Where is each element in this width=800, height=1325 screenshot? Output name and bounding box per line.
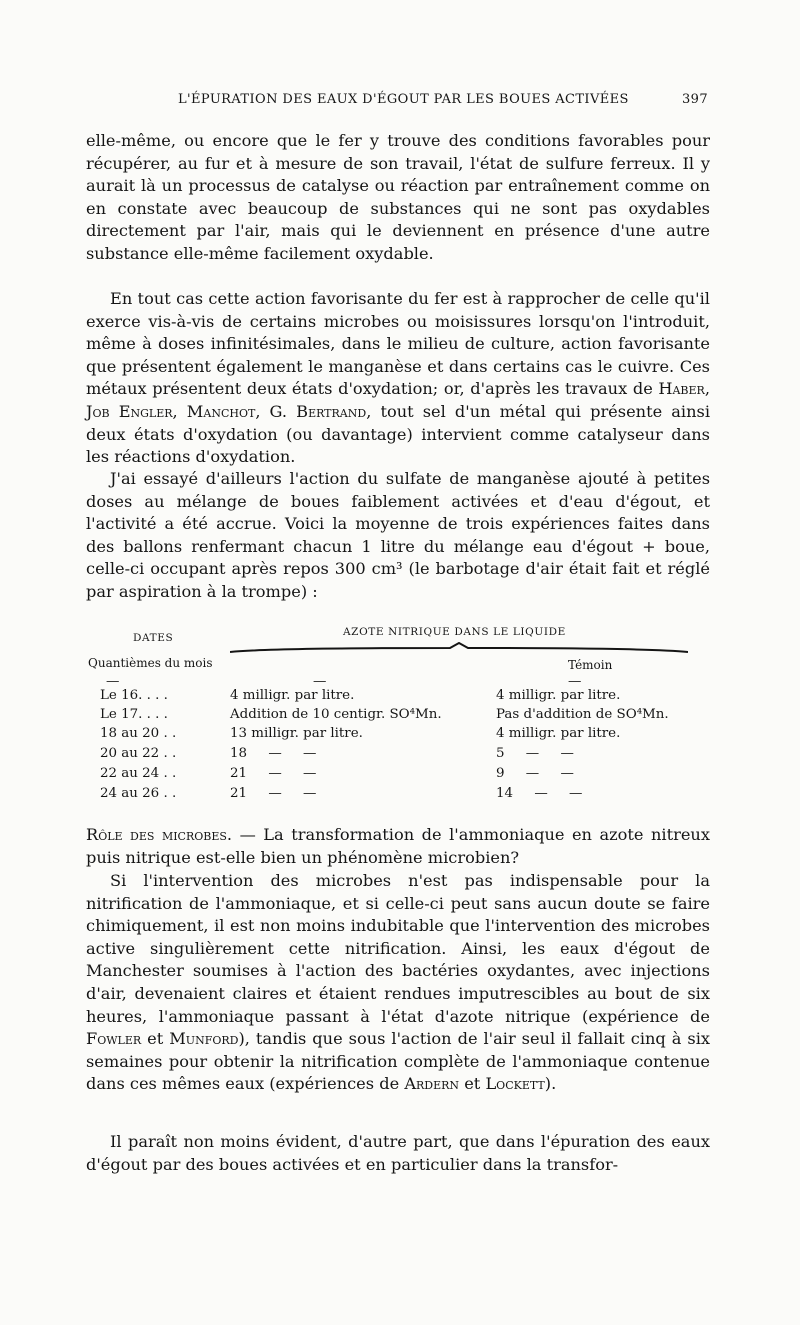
header-dash: —: [568, 674, 582, 689]
separator: et: [459, 1074, 486, 1094]
header-brace: [230, 642, 688, 654]
paragraph-2-text-b: , tout sel d'un métal qui présente ainsi deux états d'oxydation (ou davantage) intervient comme catalyseur dans les réactions d'oxydation.: [86, 401, 710, 467]
row-date: Le 16. . . .: [100, 688, 168, 703]
author-bertrand: Bertrand: [296, 401, 367, 421]
table-row: [88, 766, 708, 784]
paragraph-1: elle-même, ou encore que le fer y trouve des conditions favorables pour récupérer, au fur et à mesure de son travail, l'état de sulfure ferreux. Il y aurait là un processus de catalyse ou réaction par entraînement comme on en constate avec beaucoup de substances qui ne sont pas oxydables directement par l'air, mais qui le deviennent en présence d'une autre substance elle-même facilement oxydable.: [86, 131, 710, 263]
nitrate-table: [88, 620, 708, 820]
page-number: 397: [681, 92, 708, 107]
azote-header: AZOTE NITRIQUE DANS LE LIQUIDE: [343, 626, 566, 638]
separator: ,: [172, 401, 187, 421]
separator: , G.: [255, 401, 297, 421]
row-temoin: 5 — —: [496, 746, 574, 761]
section-heading: Rôle des microbes.: [86, 825, 233, 844]
paragraph-2-text-a: En tout cas cette action favorisante du fer est à rapprocher de celle qu'il exerce vis-à-vis de certains microbes ou moisissures lorsqu'on l'introduit, même à doses infinitésimales, dans le milieu de culture, action favorisante que présentent également le manganèse et dans certains cas le cuivre. Ces métaux présentent deux états d'oxydation; or, d'après les travaux de: [86, 289, 710, 399]
row-temoin: 4 milligr. par litre.: [496, 726, 621, 741]
header-dash: —: [313, 674, 327, 689]
table-row: [88, 707, 708, 725]
author-haber: Haber: [658, 379, 705, 399]
author-ardern: Ardern: [404, 1074, 460, 1094]
paragraph-5: [86, 870, 710, 1096]
row-date: 24 au 26 . .: [100, 786, 177, 801]
row-experiment: 13 milligr. par litre.: [230, 726, 363, 741]
running-header: [86, 92, 708, 112]
separator: et: [141, 1029, 170, 1049]
table-row: [88, 688, 708, 706]
running-title: L'ÉPURATION DES EAUX D'ÉGOUT PAR LES BOUES ACTIVÉES: [178, 92, 629, 107]
table-row: [88, 746, 708, 764]
quantiemes-header: Quantièmes du mois: [88, 656, 213, 670]
table-row: [88, 786, 708, 804]
row-experiment: 4 milligr. par litre.: [230, 688, 355, 703]
dates-header: DATES: [133, 632, 174, 644]
row-experiment: 21 — —: [230, 766, 317, 781]
paragraph-4: [86, 824, 710, 869]
row-date: 20 au 22 . .: [100, 746, 177, 761]
row-date: Le 17. . . .: [100, 707, 168, 722]
header-dash: —: [106, 674, 120, 689]
author-manchot: Manchot: [186, 401, 256, 421]
table-row: [88, 726, 708, 744]
row-temoin: 4 milligr. par litre.: [496, 688, 621, 703]
row-experiment: 21 — —: [230, 786, 317, 801]
row-temoin: 9 — —: [496, 766, 574, 781]
row-date: 18 au 20 . .: [100, 726, 177, 741]
paragraph-2: [86, 288, 710, 469]
row-temoin: 14 — —: [496, 786, 583, 801]
row-experiment: Addition de 10 centigr. SO⁴Mn.: [230, 707, 442, 722]
paragraph-3: J'ai essayé d'ailleurs l'action du sulfate de manganèse ajouté à petites doses au mélange de boues faiblement activées et d'eau d'égout, et l'activité a été accrue. Voici la moyenne de trois expériences faites dans des ballons renfermant chacun 1 litre du mélange eau d'égout + boue, celle-ci occupant après repos 300 cm³ (le barbotage d'air était fait et réglé par aspiration à la trompe) :: [86, 469, 710, 601]
author-munford: Munford: [169, 1029, 239, 1049]
row-date: 22 au 24 . .: [100, 766, 177, 781]
separator: ,: [704, 379, 710, 399]
paragraph-4-text: — La transformation de l'ammoniaque en azote nitreux puis nitrique est-elle bien un phénomène microbien?: [86, 825, 710, 867]
author-job-engler: Job Engler: [86, 401, 173, 421]
author-lockett: Lockett: [485, 1074, 545, 1094]
paragraph-5-text-c: ).: [544, 1074, 557, 1094]
row-temoin: Pas d'addition de SO⁴Mn.: [496, 707, 669, 722]
paragraph-5-text-b: ), tandis que sous l'action de l'air seul il fallait cinq à six semaines pour obtenir la nitrification complète de l'ammoniaque contenue dans ces mêmes eaux (expériences de: [86, 1029, 710, 1094]
author-fowler: Fowler: [86, 1029, 142, 1049]
row-experiment: 18 — —: [230, 746, 317, 761]
paragraph-6: Il paraît non moins évident, d'autre part, que dans l'épuration des eaux d'égout par des boues activées et en particulier dans la transfor-: [86, 1132, 710, 1174]
paragraph-5-text-a: Si l'intervention des microbes n'est pas indispensable pour la nitrification de l'ammoniaque, et si celle-ci peut sans aucun doute se faire chimiquement, il est non moins indubitable que l'intervention des microbes active singulièrement cette nitrification. Ainsi, les eaux d'égout de Manchester soumises à l'action des bactéries oxydantes, avec injections d'air, devenaient claires et étaient rendues imputrescibles au bout de six heures, l'ammoniaque passant à l'état d'azote nitrique (expérience de: [86, 871, 710, 1026]
temoin-header: Témoin: [568, 658, 613, 672]
